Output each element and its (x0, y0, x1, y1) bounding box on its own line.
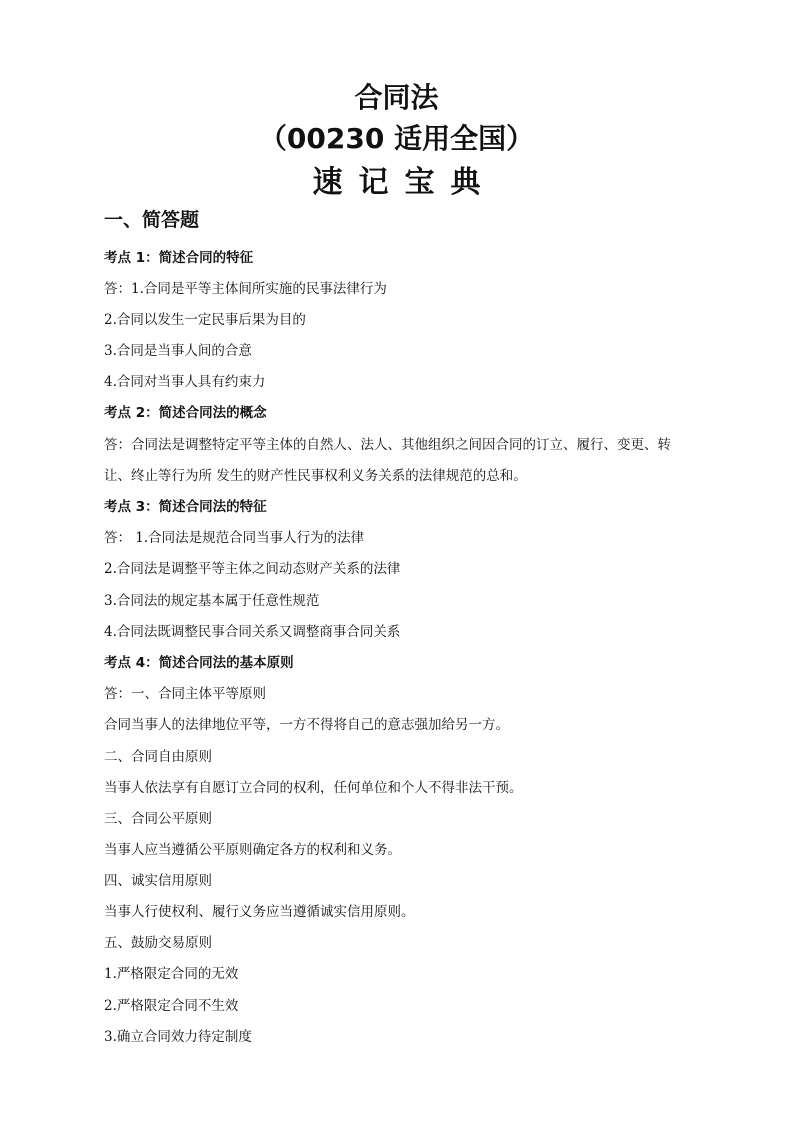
topic-heading-4: 考点 4：简述合同法的基本原则 (104, 655, 294, 671)
body-line: 二、合同自由原则 (104, 749, 212, 765)
body-line: 四、诚实信用原则 (104, 873, 212, 889)
body-line: 4.合同法既调整民事合同关系又调整商事合同关系 (104, 624, 401, 640)
body-line: 3.合同法的规定基本属于任意性规范 (104, 593, 320, 609)
body-line: 2.合同法是调整平等主体之间动态财产关系的法律 (104, 561, 401, 577)
body-line: 答：合同法是调整特定平等主体的自然人、法人、其他组织之间因合同的订立、履行、变更、转 (104, 437, 671, 453)
body-line: 3.合同是当事人间的合意 (104, 343, 252, 359)
doc-subtitle: （00230 适用全国） (258, 122, 535, 155)
topic-heading-1: 考点 1：简述合同的特征 (104, 250, 254, 266)
topic-heading-3: 考点 3：简述合同法的特征 (104, 499, 267, 515)
body-line: 让、终止等行为所 发生的财产性民事权利义务关系的法律规范的总和。 (104, 468, 527, 484)
body-line: 答： 1.合同法是规范合同当事人行为的法律 (104, 530, 365, 546)
doc-title: 合同法 (354, 81, 439, 114)
body-line: 3.确立合同效力待定制度 (104, 1029, 252, 1045)
body-line: 三、合同公平原则 (104, 811, 212, 827)
body-line: 合同当事人的法律地位平等，一方不得将自己的意志强加给另一方。 (104, 717, 509, 733)
section-heading: 一、简答题 (104, 209, 200, 231)
body-line: 1.严格限定合同的无效 (104, 966, 239, 982)
body-line: 答：一、合同主体平等原则 (104, 686, 266, 702)
topic-heading-2: 考点 2：简述合同法的概念 (104, 405, 267, 421)
body-line: 答：1.合同是平等主体间所实施的民事法律行为 (104, 281, 387, 297)
doc-title-banner: 速记宝典 (312, 165, 497, 200)
body-line: 2.合同以发生一定民事后果为目的 (104, 312, 306, 328)
body-line: 五、鼓励交易原则 (104, 935, 212, 951)
body-line: 当事人行使权利、履行义务应当遵循诚实信用原则。 (104, 904, 415, 920)
body-line: 2.严格限定合同不生效 (104, 998, 239, 1014)
body-line: 当事人应当遵循公平原则确定各方的权利和义务。 (104, 842, 401, 858)
body-line: 4.合同对当事人具有约束力 (104, 374, 266, 390)
body-line: 当事人依法享有自愿订立合同的权利，任何单位和个人不得非法干预。 (104, 780, 523, 796)
